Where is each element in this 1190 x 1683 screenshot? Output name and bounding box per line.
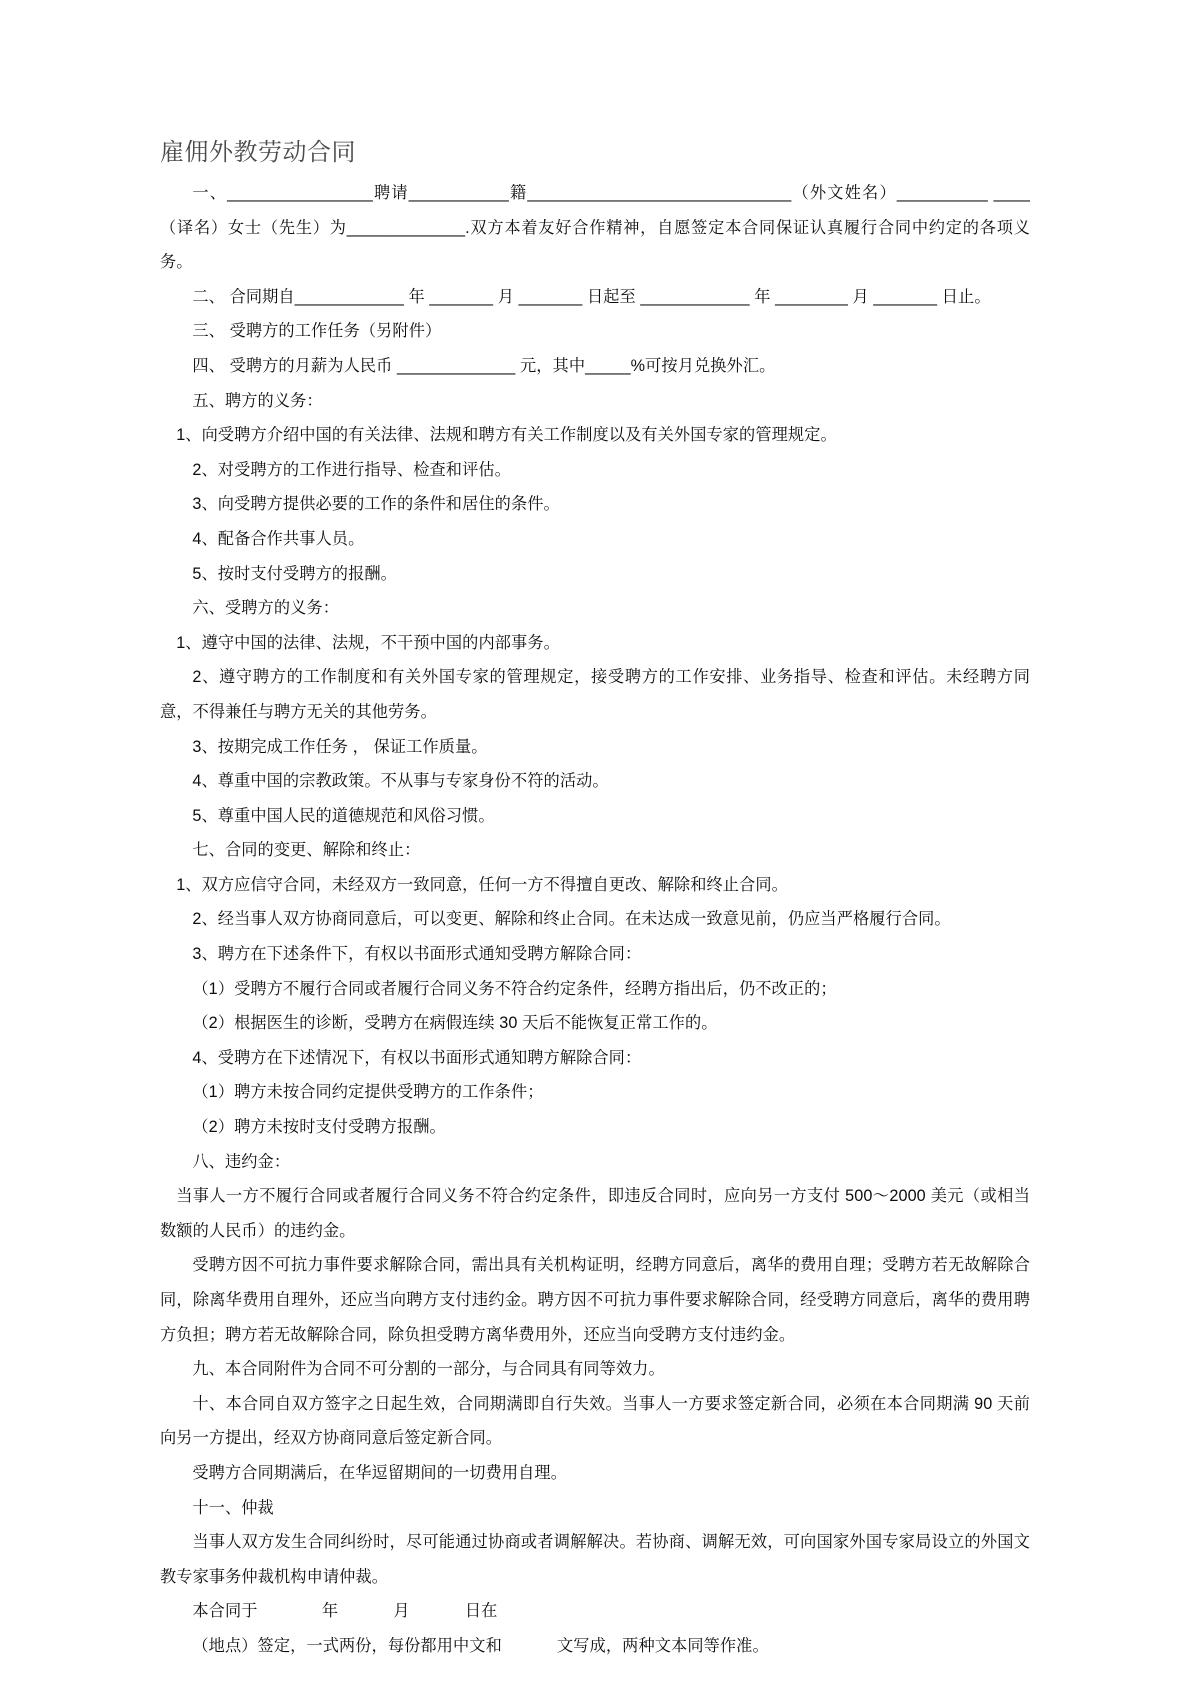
clause-11-para-1: 当事人双方发生合同纠纷时，尽可能通过协商或者调解解决。若协商、调解无效，可向国家外国专家局设立的外国文教专家事务仲裁机构申请仲裁。: [160, 1533, 1030, 1586]
clause-7-item-3-sub-2: （2）根据医生的诊断，受聘方在病假连续 30 天后不能恢复正常工作的。: [192, 1014, 718, 1033]
clause-6-employee-obligations-heading: 六、受聘方的义务：: [192, 599, 339, 618]
clause-2-term: 二、 合同期自____________ 年 _______ 月 _______ 日起至 ____________ 年 ________ 月 _______ 日止。: [192, 287, 991, 306]
clause-7-item-2: 2、经当事人双方协商同意后，可以变更、解除和终止合同。在未达成一致意见前，仍应当严格履行合同。: [192, 910, 951, 929]
clause-7-item-3-sub-1: （1）受聘方不履行合同或者履行合同义务不符合约定条件，经聘方指出后，仍不改正的；: [192, 979, 837, 998]
clause-5-employer-obligations-heading: 五、聘方的义务：: [192, 391, 323, 410]
clause-5-item-5: 5、按时支付受聘方的报酬。: [192, 564, 397, 583]
clause-7-modification-heading: 七、合同的变更、解除和终止：: [192, 841, 421, 860]
clause-3-duties: 三、 受聘方的工作任务（另附件）: [192, 322, 442, 341]
clause-7-item-4-sub-1: （1）聘方未按合同约定提供受聘方的工作条件；: [192, 1083, 544, 1102]
clause-7-item-1: 1、双方应信守合同，未经双方一致同意，任何一方不得擅自更改、解除和终止合同。: [176, 875, 788, 894]
clause-8-para-2: 受聘方因不可抗力事件要求解除合同，需出具有关机构证明，经聘方同意后，离华的费用自理；受聘方若无故解除合同，除离华费用自理外，还应当向聘方支付违约金。聘方因不可抗力事件要求解除合同，经受聘方同意后，离华的费用聘方负担；聘方若无故解除合同，除负担受聘方离华费用外，还应当向受聘方支付违约金。: [160, 1256, 1030, 1344]
clause-6-item-4: 4、尊重中国的宗教政策。不从事与专家身份不符的活动。: [192, 772, 609, 791]
clause-6-item-5: 5、尊重中国人民的道德规范和风俗习惯。: [192, 806, 495, 825]
document-body: [160, 176, 1030, 1664]
clause-7-item-3: 3、聘方在下述条件下，有权以书面形式通知受聘方解除合同：: [192, 945, 642, 964]
clause-11-arbitration-heading: 十一、仲裁: [192, 1498, 274, 1517]
clause-4-salary: 四、 受聘方的月薪为人民币 _____________ 元，其中_____%可按月兑换外汇。: [192, 356, 776, 375]
signing-place-line: （地点）签定，一式两份，每份都用中文和 文写成，两种文本同等作准。: [192, 1636, 769, 1655]
clause-8-para-1: 当事人一方不履行合同或者履行合同义务不符合约定条件，即违反合同时，应向另一方支付 500～2000 美元（或相当数额的人民币）的违约金。: [160, 1187, 1030, 1240]
clause-6-item-2: 2、遵守聘方的工作制度和有关外国专家的管理规定，接受聘方的工作安排、业务指导、检查和评估。未经聘方同意，不得兼任与聘方无关的其他劳务。: [160, 668, 1030, 721]
clause-5-item-1: 1、向受聘方介绍中国的有关法律、法规和聘方有关工作制度以及有关外国专家的管理规定。: [176, 426, 837, 445]
signing-date-line: 本合同于 年 月 日在: [192, 1602, 498, 1621]
clause-5-item-4: 4、配备合作共事人员。: [192, 529, 365, 548]
clause-10-para-2: 受聘方合同期满后，在华逗留期间的一切费用自理。: [192, 1463, 568, 1482]
clause-6-item-3: 3、按期完成工作任务 ， 保证工作质量。: [192, 737, 488, 756]
clause-5-item-2: 2、对受聘方的工作进行指导、检查和评估。: [192, 460, 511, 479]
clause-7-item-4: 4、受聘方在下述情况下，有权以书面形式通知聘方解除合同：: [192, 1048, 642, 1067]
clause-7-item-4-sub-2: （2）聘方未按时支付受聘方报酬。: [192, 1118, 446, 1137]
clause-8-penalty-heading: 八、违约金：: [192, 1152, 291, 1171]
clause-6-item-1: 1、遵守中国的法律、法规，不干预中国的内部事务。: [176, 633, 560, 652]
clause-10-effect: 十、本合同自双方签字之日起生效，合同期满即自行失效。当事人一方要求签定新合同，必须在本合同期满 90 天前向另一方提出，经双方协商同意后签定新合同。: [160, 1394, 1030, 1448]
clause-5-item-3: 3、向受聘方提供必要的工作的条件和居住的条件。: [192, 495, 560, 514]
clause-1-parties: 一、________________聘请___________籍_____________________________（外文姓名）__________ ____（译名）女士（先生）为_____________.双方本着友好合作精神，自愿签定本合同保证认真履行合同中约定的各项义务。: [160, 184, 1030, 272]
page-title: 雇佣外教劳动合同: [160, 140, 356, 166]
clause-9-attachment: 九、本合同附件为合同不可分割的一部分，与合同具有同等效力。: [192, 1360, 665, 1379]
